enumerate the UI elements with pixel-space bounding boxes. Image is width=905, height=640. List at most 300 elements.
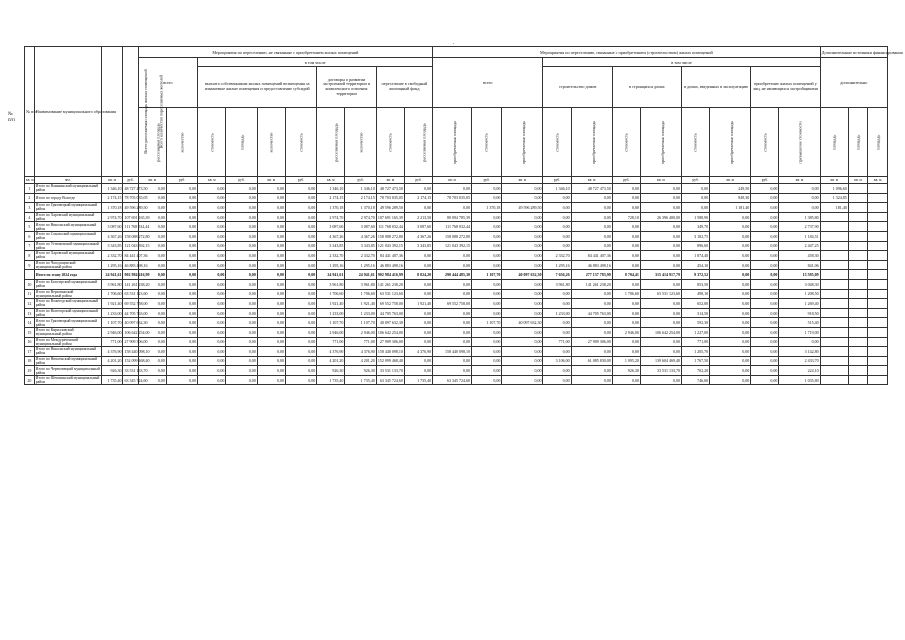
unit-cell: кв. м: [848, 177, 867, 184]
value-cell: 0,00: [502, 299, 543, 309]
value-cell: 0,00: [138, 222, 166, 232]
value-cell: 46 883 498,16: [123, 260, 138, 270]
municipality-name: Итого по городу Вологде: [34, 193, 101, 203]
value-cell: 158 440 098,10: [376, 347, 404, 357]
municipality-name: Итого по Вытегорский муниципальный район: [34, 308, 101, 318]
value-cell: [868, 308, 888, 318]
unit-cell: кв. м: [779, 177, 820, 184]
value-cell: 44 705 763,00: [571, 308, 612, 318]
value-cell: 0,00: [404, 366, 432, 376]
value-cell: 0,00: [472, 251, 502, 261]
value-cell: 1 184,51: [779, 231, 820, 241]
value-cell: 224,10: [779, 366, 820, 376]
value-cell: 0,00: [257, 308, 285, 318]
value-cell: 1 874,40: [682, 251, 710, 261]
value-cell: 1 208,50: [779, 289, 820, 299]
value-cell: 158 088 272,80: [376, 231, 404, 241]
value-cell: 106 642 254,00: [640, 327, 681, 337]
value-cell: 0,00: [198, 318, 226, 328]
value-cell: 0,00: [198, 308, 226, 318]
value-cell: 0,00: [257, 231, 285, 241]
header-vsego-b: всего: [433, 58, 543, 108]
value-cell: 0,00: [257, 241, 285, 251]
value-cell: 0,00: [166, 347, 197, 357]
unit-cell: кв. м: [710, 177, 751, 184]
value-cell: 3 343,85: [317, 241, 345, 251]
value-cell: 0,00: [502, 279, 543, 289]
header-col-15: приобретаемая площадь: [571, 108, 612, 177]
value-cell: [820, 318, 848, 328]
table-row: [25, 231, 888, 241]
value-cell: 0,00: [640, 193, 681, 203]
municipality-name: Итого по Грязовецкий муниципальный район: [34, 203, 101, 213]
unit-cell: кв. м: [376, 177, 404, 184]
unit-cell: кв. м: [26, 177, 34, 182]
value-cell: 0,00: [198, 366, 226, 376]
value-cell: 0,00: [779, 184, 820, 194]
value-cell: 0,00: [710, 222, 751, 232]
unit-cell: руб.: [166, 177, 197, 184]
header-extra: дополнительно: [820, 58, 887, 108]
value-cell: 0,00: [612, 347, 640, 357]
value-cell: [868, 299, 888, 309]
value-cell: 0,00: [433, 318, 472, 328]
header-vsego-a: всего: [138, 58, 198, 108]
unit-cell: кв. м: [433, 177, 472, 184]
value-cell: 0,00: [226, 222, 257, 232]
value-cell: 0,00: [138, 231, 166, 241]
value-cell: 3 961,80: [345, 279, 376, 289]
value-cell: 78 703 035,05: [433, 193, 472, 203]
value-cell: 0,00: [166, 299, 197, 309]
value-cell: 0,00: [257, 260, 285, 270]
table-row: [25, 366, 888, 376]
value-cell: 3 087,60: [404, 222, 432, 232]
value-cell: 1 706,60: [345, 289, 376, 299]
value-cell: 926,30: [317, 366, 345, 376]
value-cell: 0,00: [472, 279, 502, 289]
value-cell: [848, 347, 867, 357]
value-cell: 0,00: [502, 308, 543, 318]
value-cell: 0,00: [543, 212, 571, 222]
value-cell: 0,00: [166, 260, 197, 270]
value-cell: 0,00: [226, 184, 257, 194]
value-cell: 69 552 758,00: [376, 299, 404, 309]
value-cell: 1 096,60: [820, 184, 848, 194]
value-cell: 1 295,16: [317, 260, 345, 270]
value-cell: 1 735,40: [317, 375, 345, 385]
value-cell: [848, 366, 867, 376]
value-cell: [820, 299, 848, 309]
value-cell: 2 946,00: [101, 327, 123, 337]
value-cell: 0,00: [257, 347, 285, 357]
value-cell: 1 107,70: [472, 270, 502, 280]
value-cell: [868, 327, 888, 337]
value-cell: 0,00: [198, 212, 226, 222]
value-cell: 0,00: [751, 193, 779, 203]
value-cell: 1 735,40: [345, 375, 376, 385]
municipality-name: Итого по Харовский муниципальный район: [34, 251, 101, 261]
municipality-name: Итого по Шекснинский муниципальный район: [34, 375, 101, 385]
value-cell: 0,00: [710, 308, 751, 318]
value-cell: 0,00: [257, 193, 285, 203]
value-cell: 249,50: [710, 184, 751, 194]
value-cell: 0,00: [226, 260, 257, 270]
value-cell: [868, 270, 888, 280]
row-number: [25, 270, 35, 280]
value-cell: 0,00: [138, 327, 166, 337]
unit-cell: чел.: [34, 177, 101, 184]
value-cell: [848, 318, 867, 328]
value-cell: 1 706,60: [101, 289, 123, 299]
value-cell: 0,00: [226, 270, 257, 280]
value-cell: 0,00: [640, 308, 681, 318]
value-cell: 2 974,70: [345, 212, 376, 222]
value-cell: 0,00: [751, 203, 779, 213]
value-cell: 158 088 272,80: [433, 231, 472, 241]
value-cell: 1 921,40: [404, 299, 432, 309]
value-cell: 0,00: [198, 299, 226, 309]
value-cell: 1 921,40: [345, 299, 376, 309]
value-cell: 0,00: [257, 222, 285, 232]
table-row: [25, 279, 888, 289]
value-cell: 0,00: [612, 241, 640, 251]
value-cell: 1 370,18: [472, 203, 502, 213]
value-cell: 0,00: [198, 327, 226, 337]
value-cell: 0,00: [166, 375, 197, 385]
value-cell: 0,00: [226, 327, 257, 337]
value-cell: 1 107,70: [345, 318, 376, 328]
value-cell: 2 213,50: [404, 212, 432, 222]
value-cell: 0,00: [285, 327, 316, 337]
value-cell: 0,00: [502, 289, 543, 299]
value-cell: 0,00: [751, 308, 779, 318]
value-cell: 0,00: [226, 366, 257, 376]
header-sub-construct: строительство домов: [543, 67, 612, 108]
table-row: [25, 251, 888, 261]
municipality-name: Итого по Чагодощенский муниципальный район: [34, 260, 101, 270]
value-cell: 0,00: [502, 356, 543, 366]
value-cell: 0,00: [198, 193, 226, 203]
value-cell: 0,00: [710, 318, 751, 328]
value-cell: [868, 318, 888, 328]
header-col-13: приобретаемая площадь: [502, 108, 543, 177]
value-cell: 4 376,90: [101, 347, 123, 357]
value-cell: 0,00: [138, 251, 166, 261]
value-cell: 3 142,80: [779, 347, 820, 357]
value-cell: 771,00: [682, 337, 710, 347]
value-cell: 9 372,52: [682, 270, 710, 280]
value-cell: 0,00: [571, 366, 612, 376]
value-cell: [848, 375, 867, 385]
value-cell: 1 921,40: [101, 299, 123, 309]
value-cell: 0,00: [198, 241, 226, 251]
value-cell: 0,00: [166, 231, 197, 241]
value-cell: [868, 347, 888, 357]
value-cell: 0,00: [404, 327, 432, 337]
value-cell: 0,00: [257, 251, 285, 261]
header-rownum: № п/п: [25, 47, 35, 177]
value-cell: 0,00: [640, 184, 681, 194]
value-cell: [868, 260, 888, 270]
value-cell: 0,00: [257, 327, 285, 337]
value-cell: 0,00: [138, 279, 166, 289]
header-group-b: Мероприятия по переселению, связанные с приобретением (строительством) жилых помещений: [433, 47, 821, 58]
value-cell: 277 137 783,90: [571, 270, 612, 280]
value-cell: 0,00: [198, 337, 226, 347]
value-cell: 4 201,20: [101, 356, 123, 366]
value-cell: 33 531 133,70: [376, 366, 404, 376]
value-cell: 0,00: [433, 203, 472, 213]
header-incl-b: в том числе: [543, 58, 820, 67]
municipality-name: Итого по Вожегодский муниципальный район: [34, 299, 101, 309]
value-cell: 49 596 289,50: [376, 203, 404, 213]
header-total-people: Всего количество переселяемых жителей: [123, 47, 138, 177]
value-cell: 0,00: [404, 260, 432, 270]
value-cell: 24 941,61: [317, 270, 345, 280]
value-cell: 349,70: [682, 222, 710, 232]
value-cell: 0,00: [198, 375, 226, 385]
header-col-9: стоимость: [376, 108, 404, 177]
value-cell: 0,00: [571, 347, 612, 357]
table-row: [25, 289, 888, 299]
value-cell: 652,00: [682, 299, 710, 309]
value-cell: 0,00: [285, 241, 316, 251]
value-cell: 84 441 407,36: [376, 251, 404, 261]
value-cell: 0,00: [571, 193, 612, 203]
row-number: 7: [25, 241, 35, 251]
value-cell: 0,00: [285, 222, 316, 232]
value-cell: 0,00: [166, 279, 197, 289]
value-cell: 0,00: [285, 289, 316, 299]
value-cell: 3 106,00: [543, 356, 571, 366]
value-cell: 2 332,70: [101, 251, 123, 261]
value-cell: 0,00: [138, 375, 166, 385]
table-row: [25, 222, 888, 232]
row-number: 12: [25, 299, 35, 309]
value-cell: [868, 222, 888, 232]
value-cell: 1 706,60: [317, 289, 345, 299]
value-cell: 0,00: [138, 241, 166, 251]
value-cell: 0,00: [285, 299, 316, 309]
value-cell: 515,40: [779, 318, 820, 328]
value-cell: 0,00: [682, 184, 710, 194]
header-sub-buy-new: в строящихся домах: [612, 67, 681, 108]
value-cell: 46 883 498,16: [571, 260, 612, 270]
value-cell: 458,30: [779, 251, 820, 261]
value-cell: 0,00: [472, 356, 502, 366]
value-cell: 4 367,26: [101, 231, 123, 241]
value-cell: 0,00: [502, 375, 543, 385]
value-cell: 0,00: [404, 279, 432, 289]
value-cell: 0,00: [612, 251, 640, 261]
value-cell: 3 087,60: [345, 222, 376, 232]
value-cell: 498,10: [682, 289, 710, 299]
value-cell: [848, 327, 867, 337]
value-cell: 0,00: [257, 318, 285, 328]
value-cell: [848, 203, 867, 213]
unit-cell: кв. м: [571, 177, 612, 184]
value-cell: 49 596 289,50: [123, 203, 138, 213]
value-cell: [820, 289, 848, 299]
unit-cell: кв. м: [868, 177, 888, 184]
value-cell: [848, 222, 867, 232]
value-cell: 0,00: [710, 327, 751, 337]
value-cell: 78 703 035,05: [376, 193, 404, 203]
header-sub-payment: выплата собственникам жилых помещений возмещения за изымаемые жилые помещения и предоставление субсидий: [198, 67, 317, 108]
value-cell: [848, 231, 867, 241]
value-cell: 0,00: [751, 375, 779, 385]
value-cell: 0,00: [640, 260, 681, 270]
value-cell: 0,00: [257, 375, 285, 385]
value-cell: 0,00: [433, 366, 472, 376]
value-cell: 141 261 238,20: [571, 279, 612, 289]
value-cell: 111 768 032,44: [376, 222, 404, 232]
value-cell: 0,00: [751, 356, 779, 366]
value-cell: 1 346,10: [345, 184, 376, 194]
value-cell: 0,00: [751, 299, 779, 309]
row-number: 16: [25, 337, 35, 347]
value-cell: 1 767,50: [682, 356, 710, 366]
municipality-name: Итого по этапу 2024 года: [34, 270, 101, 280]
row-number: 2: [25, 193, 35, 203]
value-cell: 0,00: [640, 231, 681, 241]
value-cell: 1 370,18: [345, 203, 376, 213]
resettlement-table: [24, 46, 903, 385]
value-cell: 0,00: [571, 231, 612, 241]
value-cell: [820, 212, 848, 222]
value-cell: 0,00: [433, 337, 472, 347]
value-cell: 0,00: [138, 318, 166, 328]
header-col-2: количество: [166, 108, 197, 177]
value-cell: [820, 356, 848, 366]
value-cell: 315 414 917,79: [640, 270, 681, 280]
value-cell: 49 596 289,50: [502, 203, 543, 213]
value-cell: 2 737,90: [779, 222, 820, 232]
value-cell: 0,00: [612, 203, 640, 213]
value-cell: 2 174,15: [317, 193, 345, 203]
row-number: 15: [25, 327, 35, 337]
value-cell: [868, 251, 888, 261]
value-cell: 0,00: [543, 366, 571, 376]
value-cell: 1 181,40: [710, 203, 751, 213]
value-cell: 0,00: [226, 251, 257, 261]
value-cell: 0,00: [166, 366, 197, 376]
side-mark: № п/п: [8, 112, 15, 123]
unit-cell: кв. м: [820, 177, 848, 184]
row-number: 6: [25, 231, 35, 241]
value-cell: 0,00: [226, 308, 257, 318]
header-col-21: превышение стоимости: [779, 108, 820, 177]
unit-cell: руб.: [682, 177, 710, 184]
value-cell: 0,00: [640, 279, 681, 289]
municipality-name: Итого по Харовский муниципальный район: [34, 212, 101, 222]
value-cell: 0,00: [751, 270, 779, 280]
value-cell: 0,00: [502, 184, 543, 194]
value-cell: [820, 375, 848, 385]
value-cell: 121 043 392,15: [376, 241, 404, 251]
header-group-a: Мероприятия по переселению, не связанные с приобретением жилых помещений: [138, 47, 432, 58]
value-cell: [848, 289, 867, 299]
value-cell: 1 205,70: [682, 347, 710, 357]
value-cell: 0,00: [502, 193, 543, 203]
value-cell: 0,00: [285, 231, 316, 241]
value-cell: [820, 251, 848, 261]
value-cell: [868, 184, 888, 194]
header-sub-contract: договоры о развитии застроенной территории и комплексного освоения территории: [317, 67, 377, 108]
value-cell: 0,00: [226, 241, 257, 251]
value-cell: 0,00: [285, 212, 316, 222]
value-cell: 0,00: [404, 356, 432, 366]
value-cell: 111 768 032,44: [123, 222, 138, 232]
value-cell: 0,00: [433, 184, 472, 194]
value-cell: 0,00: [138, 260, 166, 270]
value-cell: 0,00: [472, 347, 502, 357]
value-cell: 0,00: [198, 222, 226, 232]
header-mo-name: Наименование муниципального образования: [34, 47, 101, 177]
value-cell: [848, 251, 867, 261]
value-cell: 902 984 416,99: [376, 270, 404, 280]
value-cell: 0,00: [166, 203, 197, 213]
row-number: 9: [25, 260, 35, 270]
header-col-3: стоимость: [198, 108, 226, 177]
value-cell: 1 346,10: [317, 184, 345, 194]
value-cell: 106 642 254,00: [123, 327, 138, 337]
value-cell: [820, 231, 848, 241]
value-cell: 0,00: [226, 356, 257, 366]
value-cell: [868, 279, 888, 289]
value-cell: 46 883 498,16: [376, 260, 404, 270]
value-cell: 0,00: [433, 327, 472, 337]
value-cell: 2 946,00: [317, 327, 345, 337]
value-cell: 48 727 473,50: [123, 184, 138, 194]
value-cell: 0,00: [138, 366, 166, 376]
header-col-20: стоимость: [751, 108, 779, 177]
municipality-name: Итого по Сокольский муниципальный район: [34, 231, 101, 241]
value-cell: 69 552 758,00: [123, 299, 138, 309]
value-cell: 15 595,09: [779, 270, 820, 280]
value-cell: [848, 212, 867, 222]
value-cell: 0,00: [472, 184, 502, 194]
municipality-name: Итого по Междуреченский муниципальный район: [34, 337, 101, 347]
value-cell: 0,00: [226, 347, 257, 357]
value-cell: 0,00: [543, 222, 571, 232]
value-cell: 0,00: [751, 222, 779, 232]
value-cell: 0,00: [751, 279, 779, 289]
value-cell: 3 087,60: [101, 222, 123, 232]
value-cell: 0,00: [751, 366, 779, 376]
value-cell: 0,00: [198, 356, 226, 366]
value-cell: 0,00: [138, 212, 166, 222]
unit-cell: руб.: [404, 177, 432, 184]
value-cell: 0,00: [166, 241, 197, 251]
value-cell: 0,00: [612, 375, 640, 385]
header-col-19: приобретаемая площадь: [710, 108, 751, 177]
municipality-name: Итого по Никольский муниципальный район: [34, 347, 101, 357]
value-cell: 926,30: [612, 366, 640, 376]
unit-cell: кв. м: [317, 177, 345, 184]
value-cell: 84 441 407,36: [571, 251, 612, 261]
value-cell: 1 107,70: [101, 318, 123, 328]
value-cell: 80 094 785,39: [433, 212, 472, 222]
value-cell: 1 295,16: [543, 260, 571, 270]
row-number: 1: [25, 184, 35, 194]
unit-cell: кв. м: [640, 177, 681, 184]
value-cell: 0,00: [779, 193, 820, 203]
value-cell: 0,00: [710, 270, 751, 280]
row-number: 17: [25, 347, 35, 357]
value-cell: 0,00: [751, 241, 779, 251]
